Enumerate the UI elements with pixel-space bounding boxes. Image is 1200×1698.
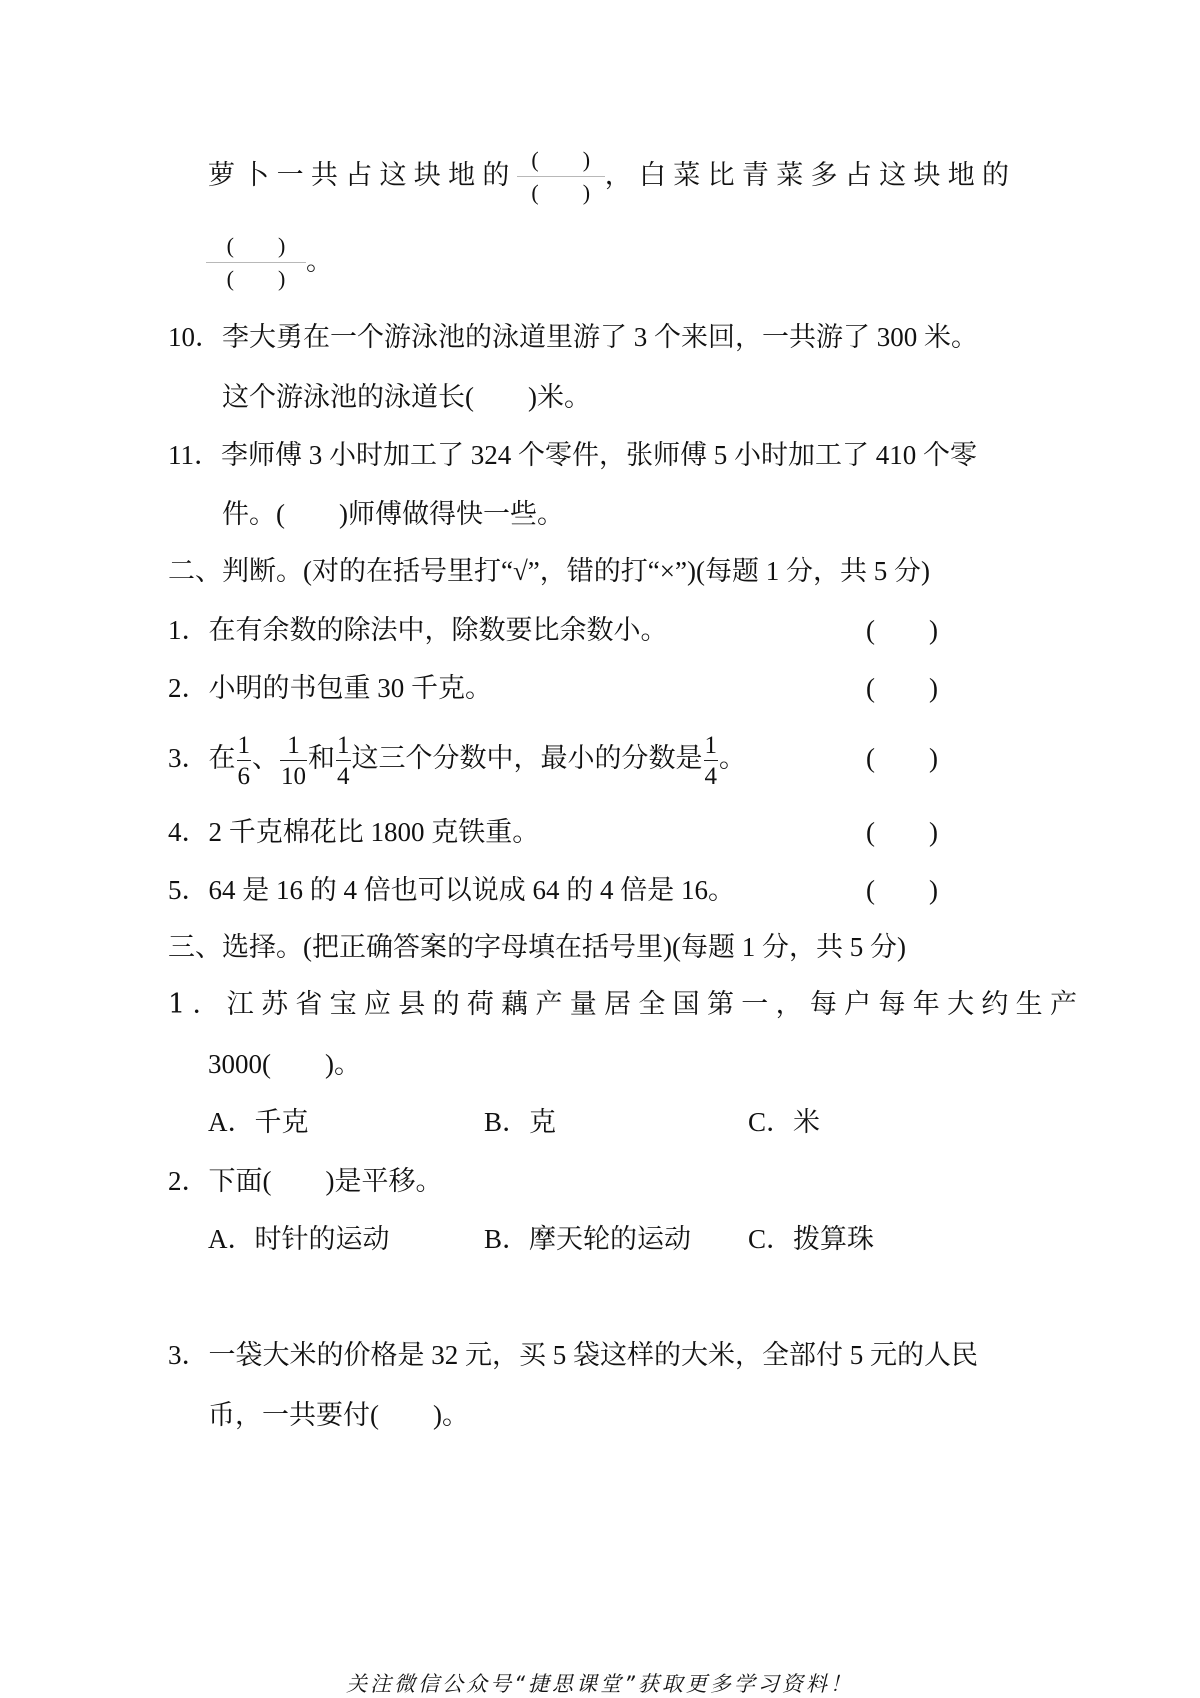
answer-box-2[interactable]: ( ) [866, 673, 938, 703]
fraction-1-6: $\frac{1}{6}$ [237, 731, 250, 790]
choice-q3-line2: 币，一共要付( )。 [208, 1400, 469, 1430]
choice-q3-line1: 3．一袋大米的价格是 32 元，买 5 袋这样的大米，全部付 5 元的人民 [168, 1340, 978, 1370]
answer-box-1[interactable]: ( ) [866, 615, 938, 645]
section3-heading: 三、选择。(把正确答案的字母填在括号里)(每题 1 分，共 5 分) [168, 932, 906, 962]
footer-promo: 关注微信公众号“捷思课堂”获取更多学习资料！ [346, 1672, 854, 1696]
q9-line1 [208, 146, 1017, 206]
section2-heading: 二、判断。(对的在括号里打“√”，错的打“×”)(每题 1 分，共 5 分) [168, 556, 930, 586]
choice-q2-option-c[interactable]: C．拨算珠 [748, 1224, 875, 1254]
judge-item-1: 1．在有余数的除法中，除数要比余数小。 ( ) [168, 600, 938, 660]
choice-q1-option-c[interactable]: C．米 [748, 1107, 821, 1137]
answer-box-5[interactable]: ( ) [866, 875, 938, 905]
judge-item-2: 2．小明的书包重 30 千克。 ( ) [168, 658, 938, 718]
fraction-1-4-answer: $\frac{1}{4}$ [704, 731, 717, 790]
answer-box-3[interactable]: ( ) [866, 743, 938, 773]
choice-q1-option-b[interactable]: B．克 [484, 1107, 557, 1137]
judge-item-5: 5．64 是 16 的 4 倍也可以说成 64 的 4 倍是 16。 ( ) [168, 860, 938, 920]
blank-fraction-1[interactable]: ( ) ( ) [517, 149, 605, 204]
fraction-1-4: $\frac{1}{4}$ [337, 731, 350, 790]
choice-q1-line1: 1．江苏省宝应县的荷藕产量居全国第一，每户每年大约生产 [168, 989, 1085, 1020]
q9-line2 [206, 232, 333, 292]
choice-q1-option-a[interactable]: A．千克 [208, 1107, 309, 1137]
q9-end: 。 [306, 246, 333, 277]
q9-text-a: 萝卜一共占这块地的 [208, 160, 517, 191]
q9-text-b: ，白菜比青菜多占这块地的 [604, 160, 1017, 191]
choice-q1-line2: 3000( )。 [208, 1049, 361, 1079]
q11-line1: 11．李师傅 3 小时加工了 324 个零件，张师傅 5 小时加工了 410 个零 [168, 440, 977, 470]
judge-item-3: 3．在 $\frac{1}{6}$ 、 $\frac{1}{10}$ 和 $\frac{1}{4}$ 这三个分数中，最小的分数是 $\frac{1}{4}$ 。 ( ) [168, 728, 938, 788]
answer-box-4[interactable]: ( ) [866, 817, 938, 847]
judge-item-4: 4．2 千克棉花比 1800 克铁重。 ( ) [168, 802, 938, 862]
choice-q2-option-b[interactable]: B．摩天轮的运动 [484, 1224, 692, 1254]
blank-fraction-2[interactable]: ( ) ( ) [206, 235, 306, 290]
q11-line2: 件。( )师傅做得快一些。 [222, 499, 564, 529]
choice-q2-stem: 2．下面( )是平移。 [168, 1166, 443, 1196]
fraction-1-10: $\frac{1}{10}$ [281, 731, 306, 790]
q10-line1: 10．李大勇在一个游泳池的泳道里游了 3 个来回，一共游了 300 米。 [168, 322, 978, 352]
choice-q2-option-a[interactable]: A．时针的运动 [208, 1224, 390, 1254]
q10-line2: 这个游泳池的泳道长( )米。 [222, 382, 591, 412]
